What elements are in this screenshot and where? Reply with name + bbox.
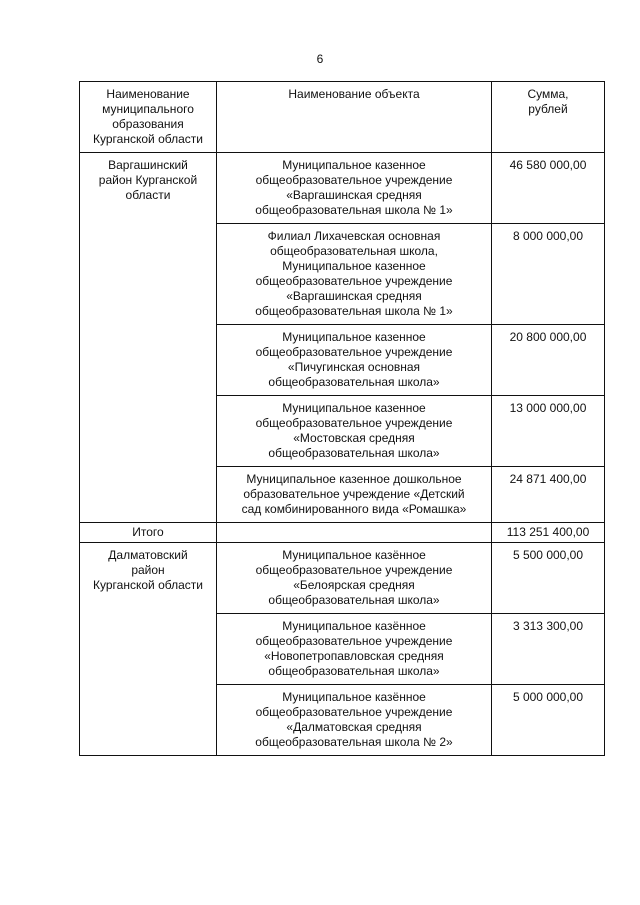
municipality-cell: Далматовский район Курганской области <box>80 543 217 756</box>
table-row <box>80 153 605 224</box>
total-object-empty <box>217 523 492 543</box>
sum-cell: 5 000 000,00 <box>492 685 605 756</box>
sum-cell: 8 000 000,00 <box>492 224 605 325</box>
total-sum: 113 251 400,00 <box>492 523 605 543</box>
sum-cell: 3 313 300,00 <box>492 614 605 685</box>
object-cell: Муниципальное казенное общеобразовательное учреждение «Пичугинская основная общеобразовательная школа» <box>217 325 492 396</box>
sum-cell: 46 580 000,00 <box>492 153 605 224</box>
page-number: 6 <box>316 52 324 66</box>
object-cell: Муниципальное казенное общеобразовательное учреждение «Мостовская средняя общеобразовательная школа» <box>217 396 492 467</box>
header-sum: Сумма, рублей <box>492 82 605 153</box>
budget-table <box>79 81 605 756</box>
sum-cell: 5 500 000,00 <box>492 543 605 614</box>
total-label: Итого <box>80 523 217 543</box>
object-cell: Муниципальное казённое общеобразовательное учреждение «Белоярская средняя общеобразовательная школа» <box>217 543 492 614</box>
object-cell: Муниципальное казенное дошкольное образовательное учреждение «Детский сад комбинированного вида «Ромашка» <box>217 467 492 523</box>
table-header-row <box>80 82 605 153</box>
sum-cell: 13 000 000,00 <box>492 396 605 467</box>
object-cell: Муниципальное казённое общеобразовательное учреждение «Новопетропавловская средняя общеобразовательная школа» <box>217 614 492 685</box>
header-object: Наименование объекта <box>217 82 492 153</box>
municipality-cell: Варгашинский район Курганской области <box>80 153 217 523</box>
total-row <box>80 523 605 543</box>
object-cell: Филиал Лихачевская основная общеобразовательная школа, Муниципальное казенное общеобразовательное учреждение «Варгашинская средняя общеобразовательная школа № 1» <box>217 224 492 325</box>
sum-cell: 24 871 400,00 <box>492 467 605 523</box>
object-cell: Муниципальное казённое общеобразовательное учреждение «Далматовская средняя общеобразовательная школа № 2» <box>217 685 492 756</box>
table-row <box>80 543 605 614</box>
sum-cell: 20 800 000,00 <box>492 325 605 396</box>
header-municipality: Наименование муниципального образования Курганской области <box>80 82 217 153</box>
object-cell: Муниципальное казенное общеобразовательное учреждение «Варгашинская средняя общеобразовательная школа № 1» <box>217 153 492 224</box>
